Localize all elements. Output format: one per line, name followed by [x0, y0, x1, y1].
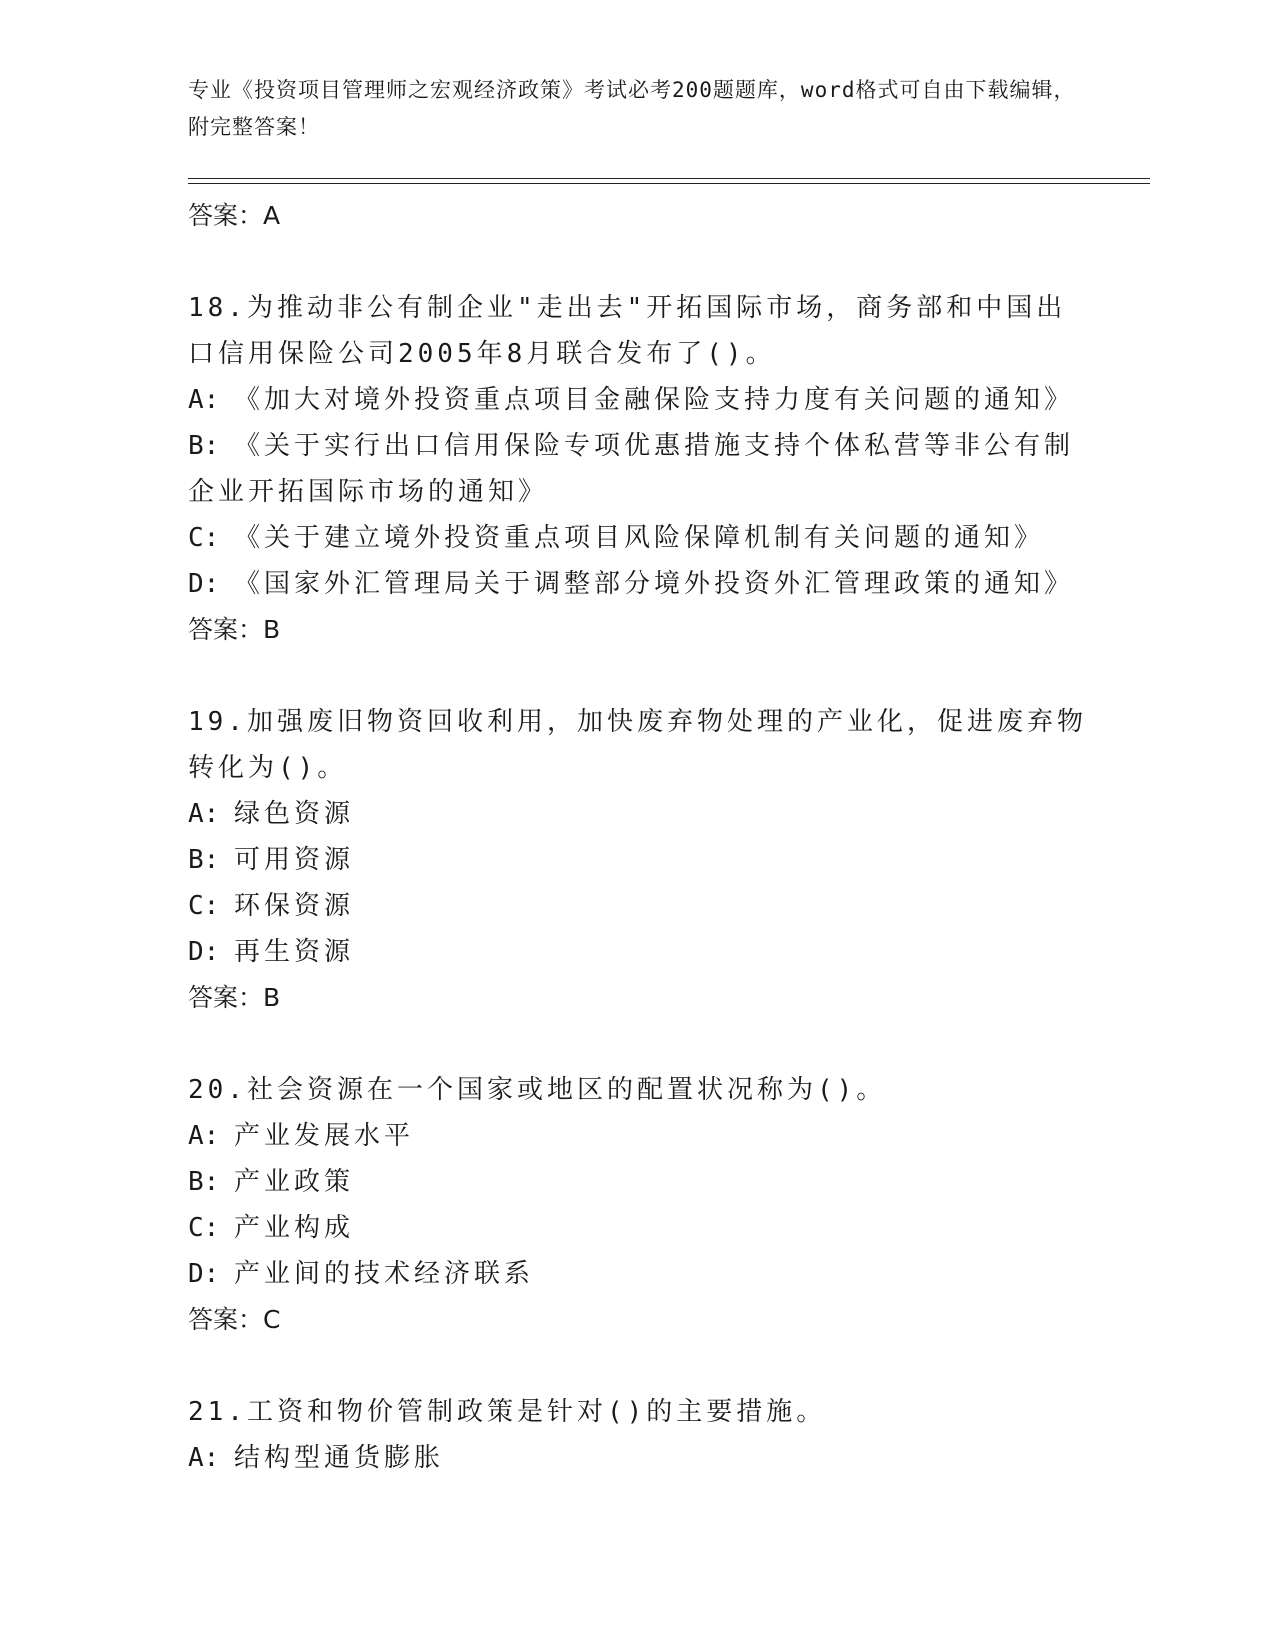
spacer: [188, 1021, 1088, 1067]
option-label: D:: [188, 569, 220, 599]
option-text: 产业政策: [234, 1167, 355, 1197]
answer-line: 答案：A: [188, 201, 281, 230]
question-block: [188, 1067, 1088, 1343]
option-label: C:: [188, 1213, 220, 1243]
option-a: [188, 377, 1088, 423]
option-text: 结构型通货膨胀: [234, 1443, 445, 1473]
option-b: [188, 1159, 1088, 1205]
option-b: [188, 423, 1088, 515]
option-text: 绿色资源: [234, 799, 355, 829]
option-a: [188, 1435, 1088, 1481]
option-label: D:: [188, 1259, 220, 1289]
option-c: [188, 515, 1088, 561]
option-text: 《加大对境外投资重点项目金融保险支持力度有关问题的通知》: [234, 385, 1075, 415]
answer-line: 答案：B: [188, 615, 281, 644]
option-label: C:: [188, 891, 220, 921]
option-text: 产业构成: [234, 1213, 355, 1243]
option-d: [188, 929, 1088, 975]
question-text: 19.加强废旧物资回收利用，加快废弃物处理的产业化，促进废弃物转化为()。: [188, 707, 1087, 783]
option-label: C:: [188, 523, 220, 553]
option-text: 产业发展水平: [234, 1121, 415, 1151]
option-text: 《关于建立境外投资重点项目风险保障机制有关问题的通知》: [234, 523, 1045, 553]
option-label: D:: [188, 937, 220, 967]
question-text: 20.社会资源在一个国家或地区的配置状况称为()。: [188, 1075, 887, 1105]
answer-line: 答案：C: [188, 1305, 281, 1334]
option-label: B:: [188, 1167, 220, 1197]
header-rule-top: [188, 178, 1150, 179]
option-text: 环保资源: [234, 891, 355, 921]
option-d: [188, 1251, 1088, 1297]
spacer: [188, 653, 1088, 699]
spacer: [188, 1343, 1088, 1389]
document-header: 专业《投资项目管理师之宏观经济政策》考试必考200题题库，word格式可自由下载编辑，附完整答案！: [188, 78, 1076, 139]
option-label: A:: [188, 385, 220, 415]
question-block: [188, 1389, 1088, 1481]
question-text: 21.工资和物价管制政策是针对()的主要措施。: [188, 1397, 827, 1427]
document-body: [188, 193, 1088, 1481]
option-c: [188, 1205, 1088, 1251]
option-d: [188, 561, 1088, 607]
question-text: 18.为推动非公有制企业"走出去"开拓国际市场，商务部和中国出口信用保险公司2005年8月联合发布了()。: [188, 293, 1067, 369]
option-text: 《国家外汇管理局关于调整部分境外投资外汇管理政策的通知》: [234, 569, 1075, 599]
option-text: 产业间的技术经济联系: [234, 1259, 535, 1289]
option-text: 再生资源: [234, 937, 355, 967]
question-block: [188, 699, 1088, 1021]
option-text: 可用资源: [234, 845, 355, 875]
question-block: [188, 285, 1088, 653]
option-label: B:: [188, 845, 220, 875]
option-label: A:: [188, 799, 220, 829]
option-c: [188, 883, 1088, 929]
option-b: [188, 837, 1088, 883]
spacer: [188, 239, 1088, 285]
option-label: B:: [188, 431, 220, 461]
option-text: 《关于实行出口信用保险专项优惠措施支持个体私营等非公有制企业开拓国际市场的通知》: [188, 431, 1075, 507]
header-rule-bottom: [188, 183, 1150, 184]
option-label: A:: [188, 1121, 220, 1151]
option-label: A:: [188, 1443, 220, 1473]
option-a: [188, 1113, 1088, 1159]
option-a: [188, 791, 1088, 837]
answer-line: 答案：B: [188, 983, 281, 1012]
